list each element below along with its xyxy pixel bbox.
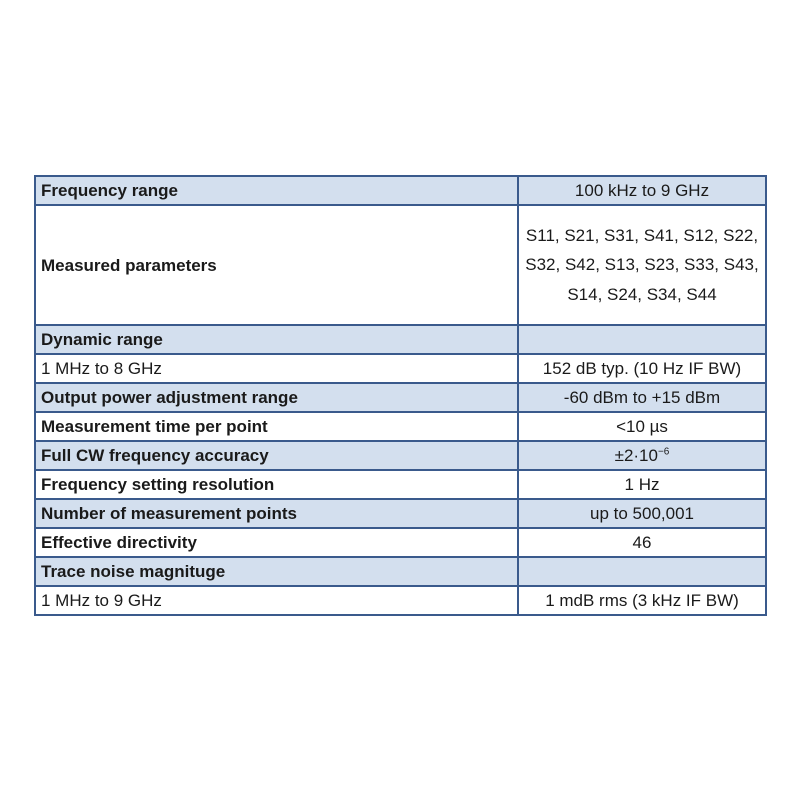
table-row-frequency-range	[35, 176, 766, 205]
row-value: 1 mdB rms (3 kHz IF BW)	[518, 586, 766, 615]
row-value: <10 µs	[518, 412, 766, 441]
row-value: up to 500,001	[518, 499, 766, 528]
row-value: -60 dBm to +15 dBm	[518, 383, 766, 412]
row-value	[518, 557, 766, 586]
table-row-dynamic-range-sub	[35, 354, 766, 383]
row-label: Number of measurement points	[35, 499, 518, 528]
row-label: Frequency range	[35, 176, 518, 205]
table-row-output-power	[35, 383, 766, 412]
row-label: Frequency setting resolution	[35, 470, 518, 499]
row-value: S11, S21, S31, S41, S12, S22, S32, S42, S13, S23, S33, S43, S14, S24, S34, S44	[518, 205, 766, 325]
table-row-cw-accuracy	[35, 441, 766, 470]
table-row-trace-noise-sub	[35, 586, 766, 615]
row-label: Measurement time per point	[35, 412, 518, 441]
row-value: 46	[518, 528, 766, 557]
table-row-dynamic-range	[35, 325, 766, 354]
table-row-trace-noise	[35, 557, 766, 586]
row-value: 1 Hz	[518, 470, 766, 499]
table-row-measured-parameters	[35, 205, 766, 325]
row-value: 152 dB typ. (10 Hz IF BW)	[518, 354, 766, 383]
row-label: Effective directivity	[35, 528, 518, 557]
value-exponent: −6	[657, 446, 670, 458]
row-value: 100 kHz to 9 GHz	[518, 176, 766, 205]
table-row-measurement-time	[35, 412, 766, 441]
table-row-effective-directivity	[35, 528, 766, 557]
row-label: Full CW frequency accuracy	[35, 441, 518, 470]
row-label: Measured parameters	[35, 205, 518, 325]
row-value	[518, 325, 766, 354]
table-row-measurement-points	[35, 499, 766, 528]
table-row-frequency-resolution	[35, 470, 766, 499]
specifications-table	[34, 175, 767, 616]
row-label: Dynamic range	[35, 325, 518, 354]
row-label: Trace noise magnituge	[35, 557, 518, 586]
row-value	[518, 441, 766, 470]
row-sublabel: 1 MHz to 9 GHz	[35, 586, 518, 615]
row-label: Output power adjustment range	[35, 383, 518, 412]
value-base: ±2·10	[614, 446, 658, 465]
row-sublabel: 1 MHz to 8 GHz	[35, 354, 518, 383]
